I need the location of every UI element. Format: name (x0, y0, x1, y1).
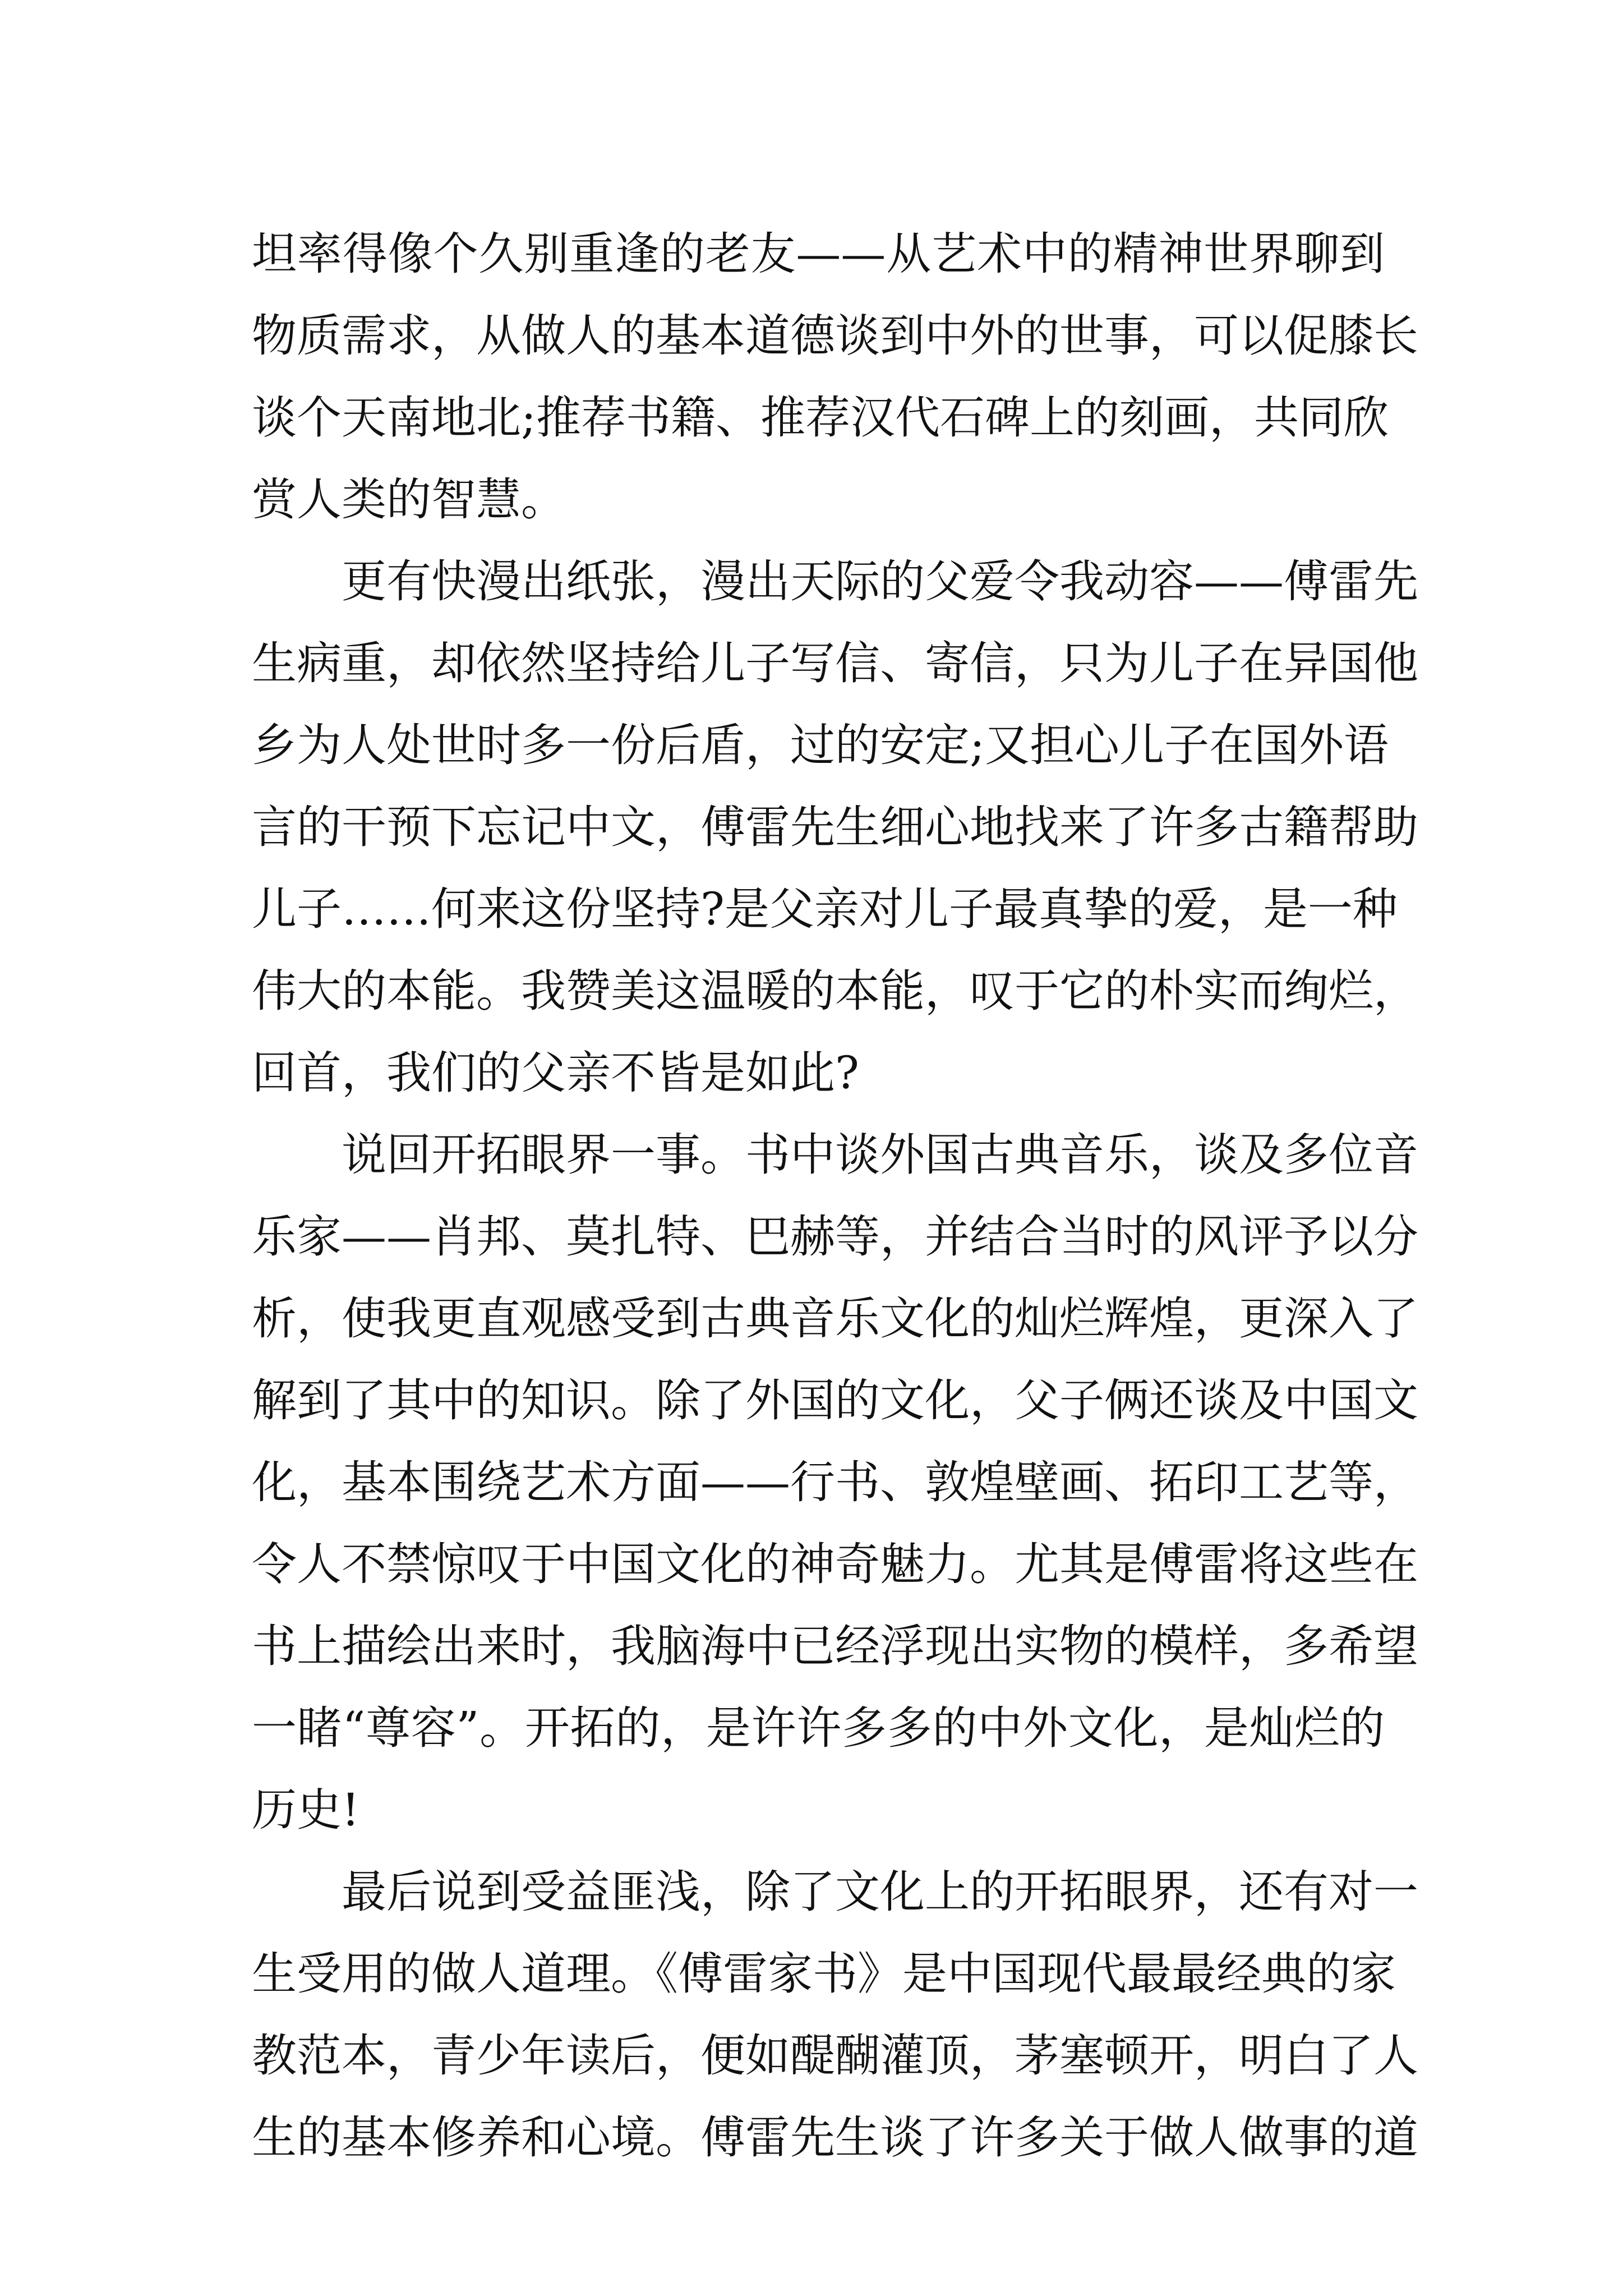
text-line: 坦率得像个久别重逢的老友——从艺术中的精神世界聊到 (252, 228, 1385, 280)
paragraph-first-line: 更有快漫出纸张，漫出天际的父爱令我动容——傅雷先 (342, 555, 1418, 608)
text-line: 化，基本围绕艺术方面——行书、敦煌壁画、拓印工艺等， (252, 1456, 1418, 1508)
text-line: 言的干预下忘记中文，傅雷先生细心地找来了许多古籍帮助 (252, 801, 1418, 853)
text-line: 一睹“尊容”。开拓的，是许许多多的中外文化，是灿烂的 (252, 1702, 1385, 1754)
text-line: 回首，我们的父亲不皆是如此? (252, 1047, 859, 1099)
text-line: 生病重，却依然坚持给儿子写信、寄信，只为儿子在异国他 (252, 637, 1418, 689)
text-line: 书上描绘出来时，我脑海中已经浮现出实物的模样，多希望 (252, 1620, 1418, 1672)
text-line: 教范本，青少年读后，便如醍醐灌顶，茅塞顿开，明白了人 (252, 2030, 1418, 2082)
paragraph-first-line: 说回开拓眼界一事。书中谈外国古典音乐，谈及多位音 (342, 1129, 1418, 1181)
text-line: 谈个天南地北;推荐书籍、推荐汉代石碑上的刻画，共同欣 (252, 392, 1389, 444)
text-line: 伟大的本能。我赞美这温暖的本能，叹于它的朴实而绚烂， (252, 965, 1418, 1017)
document-body (252, 213, 1418, 2179)
text-line: 生的基本修养和心境。傅雷先生谈了许多关于做人做事的道 (252, 2111, 1418, 2164)
text-line: 物质需求，从做人的基本道德谈到中外的世事，可以促膝长 (252, 310, 1418, 362)
text-line: 令人不禁惊叹于中国文化的神奇魅力。尤其是傅雷将这些在 (252, 1538, 1418, 1590)
text-line: 析，使我更直观感受到古典音乐文化的灿烂辉煌，更深入了 (252, 1292, 1418, 1345)
text-line: 乐家——肖邦、莫扎特、巴赫等，并结合当时的风评予以分 (252, 1211, 1418, 1263)
text-line: 解到了其中的知识。除了外国的文化，父子俩还谈及中国文 (252, 1374, 1418, 1427)
text-line: 儿子……何来这份坚持?是父亲对儿子最真挚的爱，是一种 (252, 883, 1398, 935)
paragraph-first-line: 最后说到受益匪浅，除了文化上的开拓眼界，还有对一 (342, 1866, 1418, 1918)
text-line: 历史! (252, 1784, 360, 1836)
text-line: 乡为人处世时多一份后盾，过的安定;又担心儿子在国外语 (252, 719, 1389, 771)
text-line: 赏人类的智慧。 (252, 473, 566, 526)
text-line: 生受用的做人道理。《傅雷家书》是中国现代最最经典的家 (252, 1948, 1396, 2000)
